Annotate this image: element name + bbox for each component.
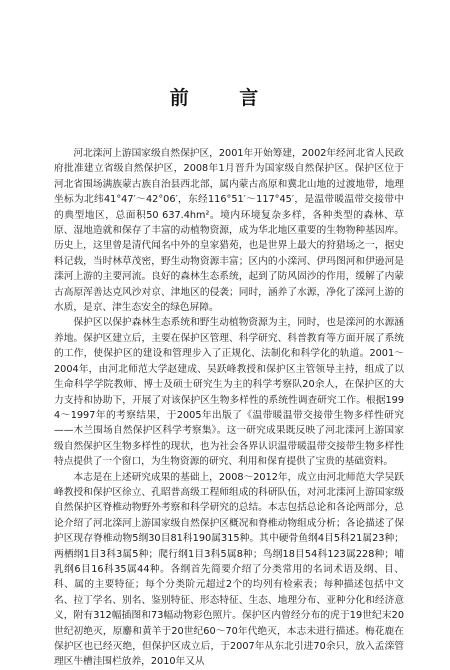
paragraph: 河北滦河上游国家级自然保护区，2001年开始筹建，2002年经河北省人民政府批准建立省级自然保护区，2008年1月晋升为国家级自然保护区。保护区位于河北省围场满族蒙古族自治县西北部，属内蒙古高原和冀北山地的过渡地带，地理坐标为北纬41°47′～42°06′，东经116°51′～117°45′，是温带暖温带交接带中的典型地区，总面积50 637.4hm²。境内环境复杂多样，各种类型的森林、草原、湿地造就和保存了丰富的动植物资源，成为华北地区重要的生物物种基因库。历史上，这里曾是清代闻名中外的皇家猎苑，也是世界上最大的狩猎场之一，据史料记载，当时林草茂密，野生动物资源丰富；区内的小滦河、伊玛图河和伊逊河是滦河上游的主要河流。良好的森林生态系统，起到了防风固沙的作用，缓解了内蒙古高原浑善达克风沙对京、津地区的侵袭；同时，涵养了水源，净化了滦河上游的水质，是京、津生态安全的绿色屏障。	[54, 148, 404, 314]
paragraph: 本志是在上述研究成果的基础上，2008～2012年，成立由河北师范大学吴跃峰教授和保护区徐立、孔昭普高级工程师组成的科研队伍，对河北滦河上游国家级自然保护区脊椎动物野外考察和科学研究的总结。本志包括总论和各论两部分，总论介绍了河北滦河上游国家级自然保护区概况和脊椎动物组成分析；各论描述了保护区现存脊椎动物5纲30目81科190属315种。其中硬骨鱼纲4目5科21属23种；两栖纲1目3科3属5种；爬行纲1目3科5属8种；鸟纲18目54科123属228种；哺乳纲6目16科35属44种。各纲首先简要介绍了分类常用的名词术语及纲、目、科、属的主要特征；每个分类阶元超过2个的均列有检索表；每种描述包括中文名、拉丁学名、别名、鉴别特征、形态特征、生态、地理分布、亚种分化和经济意义，附有312幅插图和73幅动物彩色照片。保护区内曾经分布的虎于19世纪末20世纪初绝灭，原麝和黄羊于20世纪60～70年代绝灭，本志未进行描述。梅花鹿在保护区也已经灭绝，但保护区成立后，于2007年从东北引进70余只，放入孟滦管理区牛槽洼围栏放养，2010年又从	[54, 471, 404, 668]
preface-body	[54, 146, 404, 670]
paragraph: 保护区以保护森林生态系统和野生动植物资源为主，同时，也是滦河的水源涵养地。保护区建立后，主要在保护区管理、科学研究、科普教育等方面开展了系统的工作，使保护区的建设和管理步入了正规化、法制化和科学化的轨道。2001～2004年，由河北师范大学赵建成、吴跃峰教授和保护区主管领导主持，组成了以生命科学学院教师、博士及硕士研究生为主的科学考察队20余人，在保护区的大力支持和协助下，开展了对该保护区生物多样性的系统性调查研究工作。根据1994～1997年的考察结果，于2005年出版了《温带暖温带交接带生物多样性研究——木兰围场自然保护区科学考察集》。这一研究成果既反映了河北滦河上游国家级自然保护区生物多样性的现状，也为社会各界认识温带暖温带交接带生物多样性特点提供了一个窗口，为生物资源的研究、利用和保育提供了宝贵的基础资料。	[54, 317, 404, 468]
page-title: 前 言	[169, 87, 281, 109]
